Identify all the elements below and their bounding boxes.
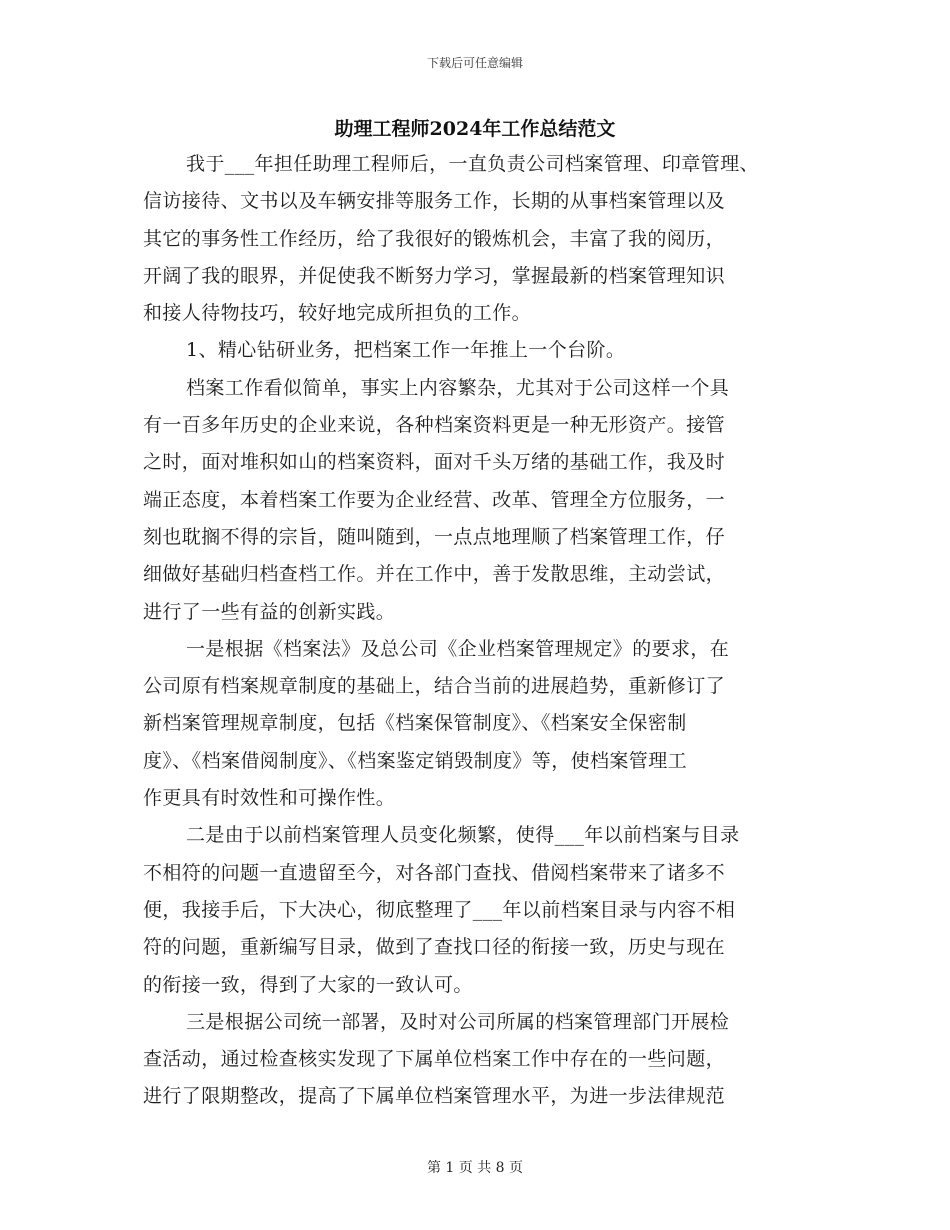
body-line: 查活动，通过检查核实发现了下属单位档案工作中存在的一些问题， bbox=[143, 1048, 726, 1071]
body-line: 细做好基础归档查档工作。并在工作中，善于发散思维，主动尝试， bbox=[143, 563, 726, 586]
body-line: 二是由于以前档案管理人员变化频繁，使得___年以前档案与目录 bbox=[186, 824, 740, 847]
body-line: 便，我接手后，下大决心，彻底整理了___年以前档案目录与内容不相 bbox=[143, 898, 736, 921]
body-line: 进行了一些有益的创新实践。 bbox=[143, 600, 396, 623]
body-line: 三是根据公司统一部署，及时对公司所属的档案管理部门开展检 bbox=[186, 1010, 730, 1033]
body-line: 公司原有档案规章制度的基础上，结合当前的进展趋势，重新修订了 bbox=[143, 675, 726, 698]
body-line: 刻也耽搁不得的宗旨，随叫随到，一点点地理顺了档案管理工作，仔 bbox=[143, 525, 726, 548]
body-line: 进行了限期整改，提高了下属单位档案管理水平，为进一步法律规范 bbox=[143, 1085, 726, 1108]
body-line: 开阔了我的眼界，并促使我不断努力学习，掌握最新的档案管理知识 bbox=[143, 264, 726, 287]
body-line: 的衔接一致，得到了大家的一致认可。 bbox=[143, 973, 473, 996]
body-line: 其它的事务性工作经历，给了我很好的锻炼机会，丰富了我的阅历， bbox=[143, 227, 726, 250]
body-line: 和接人待物技巧，较好地完成所担负的工作。 bbox=[143, 302, 532, 325]
document-body bbox=[143, 146, 813, 1116]
body-line: 不相符的问题一直遗留至今，对各部门查找、借阅档案带来了诸多不 bbox=[143, 861, 726, 884]
body-line: 新档案管理规章制度，包括《档案保管制度》、《档案安全保密制 bbox=[143, 712, 687, 735]
page-number: 第 1 页 共 8 页 bbox=[426, 1160, 524, 1176]
document-title: 助理工程师2024年工作总结范文 bbox=[334, 118, 616, 140]
body-line: 符的问题，重新编写目录，做到了查找口径的衔接一致，历史与现在 bbox=[143, 936, 726, 959]
body-line: 一是根据《档案法》及总公司《企业档案管理规定》的要求，在 bbox=[186, 637, 730, 660]
section-heading: 1、精心钻研业务，把档案工作一年推上一个台阶。 bbox=[186, 339, 626, 362]
body-line: 档案工作看似简单，事实上内容繁杂，尤其对于公司这样一个具 bbox=[186, 376, 730, 399]
body-line: 我于___年担任助理工程师后，一直负责公司档案管理、印章管理、 bbox=[186, 153, 759, 175]
body-line: 之时，面对堆积如山的档案资料，面对千头万绪的基础工作，我及时 bbox=[143, 451, 726, 474]
body-line: 度》、《档案借阅制度》、《档案鉴定销毁制度》等，使档案管理工 bbox=[143, 749, 688, 772]
body-line: 信访接待、文书以及车辆安排等服务工作，长期的从事档案管理以及 bbox=[143, 190, 726, 213]
header-note: 下载后可任意编辑 bbox=[426, 56, 523, 70]
body-line: 作更具有时效性和可操作性。 bbox=[143, 787, 396, 810]
body-line: 端正态度，本着档案工作要为企业经营、改革、管理全方位服务，一 bbox=[143, 488, 726, 511]
body-line: 有一百多年历史的企业来说，各种档案资料更是一种无形资产。接管 bbox=[143, 414, 726, 437]
